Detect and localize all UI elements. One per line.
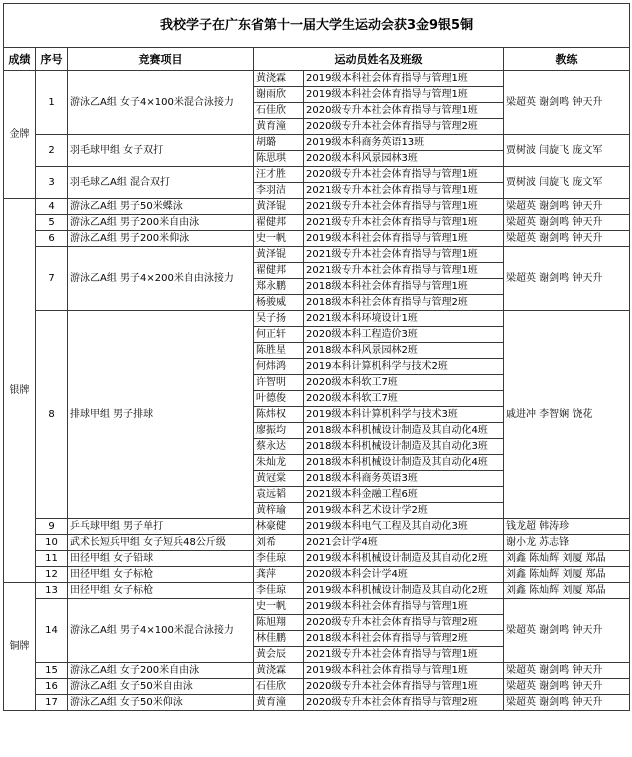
table-row <box>4 567 630 583</box>
event-name-cell: 排球甲组 男子排球 <box>68 311 254 519</box>
header-athlete: 运动员姓名及班级 <box>254 48 504 71</box>
athlete-name-cell: 黄浇霖 <box>254 71 304 87</box>
athlete-class-cell: 2020级本科工程造价3班 <box>304 327 504 343</box>
event-name-cell: 田径甲组 女子标枪 <box>68 583 254 599</box>
athlete-class-cell: 2019级本科商务英语13班 <box>304 135 504 151</box>
event-no-cell: 10 <box>36 535 68 551</box>
athlete-class-cell: 2020级本科风景园林3班 <box>304 151 504 167</box>
athlete-name-cell: 胡璐 <box>254 135 304 151</box>
athlete-class-cell: 2019级本科机械设计制造及其自动化2班 <box>304 551 504 567</box>
event-no-cell: 14 <box>36 599 68 663</box>
athlete-class-cell: 2018级本科社会体育指导与管理2班 <box>304 295 504 311</box>
event-no-cell: 2 <box>36 135 68 167</box>
header-grade: 成绩 <box>4 48 36 71</box>
athlete-class-cell: 2019级本科电气工程及其自动化3班 <box>304 519 504 535</box>
athlete-name-cell: 李佳琼 <box>254 551 304 567</box>
coach-cell: 梁超英 谢剑鸣 钟天升 <box>504 199 630 215</box>
athlete-class-cell: 2021级专升本社会体育指导与管理1班 <box>304 247 504 263</box>
event-name-cell: 游泳乙A组 男子4×200米自由泳接力 <box>68 247 254 311</box>
athlete-name-cell: 黄冠棠 <box>254 471 304 487</box>
athlete-class-cell: 2018级本科社会体育指导与管理1班 <box>304 279 504 295</box>
athlete-class-cell: 2019级本科社会体育指导与管理1班 <box>304 71 504 87</box>
event-name-cell: 游泳乙A组 男子4×100米混合泳接力 <box>68 599 254 663</box>
athlete-class-cell: 2021级本科环境设计1班 <box>304 311 504 327</box>
athlete-name-cell: 黄泽锟 <box>254 247 304 263</box>
table-row <box>4 583 630 599</box>
coach-cell: 钱龙超 韩涛珍 <box>504 519 630 535</box>
table-row <box>4 71 630 87</box>
coach-cell: 贾树波 闫旋飞 庞文军 <box>504 135 630 167</box>
table-row <box>4 519 630 535</box>
athlete-class-cell: 2020级本科会计学4班 <box>304 567 504 583</box>
event-no-cell: 7 <box>36 247 68 311</box>
event-no-cell: 3 <box>36 167 68 199</box>
athlete-name-cell: 何正轩 <box>254 327 304 343</box>
athlete-name-cell: 石佳欣 <box>254 679 304 695</box>
athlete-name-cell: 朱灿龙 <box>254 455 304 471</box>
grade-cell: 铜牌 <box>4 583 36 711</box>
table-title: 我校学子在广东省第十一届大学生运动会获3金9银5铜 <box>4 4 630 48</box>
event-name-cell: 游泳乙A组 女子200米自由泳 <box>68 663 254 679</box>
athlete-class-cell: 2020级专升本社会体育指导与管理2班 <box>304 615 504 631</box>
table-row <box>4 199 630 215</box>
athlete-name-cell: 蔡永达 <box>254 439 304 455</box>
athlete-class-cell: 2020级专升本社会体育指导与管理1班 <box>304 167 504 183</box>
coach-cell: 梁超英 谢剑鸣 钟天升 <box>504 71 630 135</box>
athlete-name-cell: 刘希 <box>254 535 304 551</box>
table-row <box>4 695 630 711</box>
table-row <box>4 551 630 567</box>
athlete-name-cell: 史一帆 <box>254 599 304 615</box>
event-name-cell: 游泳乙A组 女子4×100米混合泳接力 <box>68 71 254 135</box>
athlete-name-cell: 廖振均 <box>254 423 304 439</box>
header-event: 竞赛项目 <box>68 48 254 71</box>
event-no-cell: 8 <box>36 311 68 519</box>
event-name-cell: 游泳乙A组 男子200米仰泳 <box>68 231 254 247</box>
athlete-class-cell: 2019级本科社会体育指导与管理1班 <box>304 663 504 679</box>
event-name-cell: 田径甲组 女子铅球 <box>68 551 254 567</box>
header-coach: 教练 <box>504 48 630 71</box>
coach-cell: 梁超英 谢剑鸣 钟天升 <box>504 663 630 679</box>
athlete-class-cell: 2021级本科金融工程6班 <box>304 487 504 503</box>
athlete-name-cell: 汪才胜 <box>254 167 304 183</box>
grade-cell: 金牌 <box>4 71 36 199</box>
athlete-name-cell: 李佳琼 <box>254 583 304 599</box>
event-no-cell: 12 <box>36 567 68 583</box>
athlete-name-cell: 陈思琪 <box>254 151 304 167</box>
athlete-name-cell: 翟健邦 <box>254 215 304 231</box>
athlete-name-cell: 石佳欣 <box>254 103 304 119</box>
event-name-cell: 武术长短兵甲组 女子短兵48公斤级 <box>68 535 254 551</box>
athlete-name-cell: 袁远韬 <box>254 487 304 503</box>
athlete-class-cell: 2020级专升本社会体育指导与管理1班 <box>304 103 504 119</box>
table-row <box>4 247 630 263</box>
coach-cell: 刘鑫 陈灿辉 刘厦 郑晶 <box>504 567 630 583</box>
event-name-cell: 羽毛球乙A组 混合双打 <box>68 167 254 199</box>
grade-cell: 银牌 <box>4 199 36 583</box>
coach-cell: 梁超英 谢剑鸣 钟天升 <box>504 599 630 663</box>
athlete-class-cell: 2020级专升本社会体育指导与管理2班 <box>304 119 504 135</box>
athlete-name-cell: 翟健邦 <box>254 263 304 279</box>
athlete-name-cell: 杨骏威 <box>254 295 304 311</box>
event-no-cell: 4 <box>36 199 68 215</box>
athlete-class-cell: 2019级本科社会体育指导与管理1班 <box>304 599 504 615</box>
event-name-cell: 游泳乙A组 女子50米自由泳 <box>68 679 254 695</box>
table-row <box>4 535 630 551</box>
coach-cell: 梁超英 谢剑鸣 钟天升 <box>504 679 630 695</box>
coach-cell: 刘鑫 陈灿辉 刘厦 郑晶 <box>504 583 630 599</box>
athlete-class-cell: 2018级本科风景园林2班 <box>304 343 504 359</box>
athlete-class-cell: 2019级本科社会体育指导与管理1班 <box>304 87 504 103</box>
athlete-class-cell: 2018级本科机械设计制造及其自动化4班 <box>304 455 504 471</box>
athlete-class-cell: 2021会计学4班 <box>304 535 504 551</box>
athlete-class-cell: 2019级本科计算机科学与技术3班 <box>304 407 504 423</box>
athlete-name-cell: 黄泽锟 <box>254 199 304 215</box>
event-no-cell: 5 <box>36 215 68 231</box>
table-body <box>4 71 630 711</box>
athlete-name-cell: 李羽洁 <box>254 183 304 199</box>
medal-results-sheet <box>3 3 629 711</box>
athlete-class-cell: 2019级本科机械设计制造及其自动化2班 <box>304 583 504 599</box>
athlete-class-cell: 2018级本科机械设计制造及其自动化3班 <box>304 439 504 455</box>
athlete-class-cell: 2020级专升本社会体育指导与管理2班 <box>304 695 504 711</box>
header-row <box>4 48 630 71</box>
table-row <box>4 135 630 151</box>
coach-cell: 梁超英 谢剑鸣 钟天升 <box>504 247 630 311</box>
event-no-cell: 16 <box>36 679 68 695</box>
event-no-cell: 1 <box>36 71 68 135</box>
coach-cell: 梁超英 谢剑鸣 钟天升 <box>504 231 630 247</box>
athlete-class-cell: 2021级专升本社会体育指导与管理1班 <box>304 183 504 199</box>
athlete-name-cell: 谢雨欣 <box>254 87 304 103</box>
athlete-class-cell: 2021级专升本社会体育指导与管理1班 <box>304 647 504 663</box>
event-no-cell: 13 <box>36 583 68 599</box>
athlete-name-cell: 陈胜星 <box>254 343 304 359</box>
event-name-cell: 游泳乙A组 男子50米蝶泳 <box>68 199 254 215</box>
event-no-cell: 9 <box>36 519 68 535</box>
table-row <box>4 167 630 183</box>
event-name-cell: 羽毛球甲组 女子双打 <box>68 135 254 167</box>
table-row <box>4 663 630 679</box>
athlete-name-cell: 郑永鹏 <box>254 279 304 295</box>
event-no-cell: 6 <box>36 231 68 247</box>
table-row <box>4 311 630 327</box>
coach-cell: 谢小龙 苏志锋 <box>504 535 630 551</box>
event-no-cell: 11 <box>36 551 68 567</box>
table-row <box>4 215 630 231</box>
event-name-cell: 游泳乙A组 女子50米仰泳 <box>68 695 254 711</box>
athlete-name-cell: 叶德俊 <box>254 391 304 407</box>
coach-cell: 梁超英 谢剑鸣 钟天升 <box>504 215 630 231</box>
athlete-class-cell: 2019级本科社会体育指导与管理1班 <box>304 231 504 247</box>
athlete-class-cell: 2021级专升本社会体育指导与管理1班 <box>304 263 504 279</box>
coach-cell: 梁超英 谢剑鸣 钟天升 <box>504 695 630 711</box>
event-name-cell: 田径甲组 女子标枪 <box>68 567 254 583</box>
athlete-name-cell: 黄育潼 <box>254 119 304 135</box>
athlete-name-cell: 史一帆 <box>254 231 304 247</box>
athlete-name-cell: 林豪健 <box>254 519 304 535</box>
athlete-class-cell: 2020级本科软工7班 <box>304 391 504 407</box>
athlete-name-cell: 陈炜权 <box>254 407 304 423</box>
table-row <box>4 599 630 615</box>
coach-cell: 刘鑫 陈灿辉 刘厦 郑晶 <box>504 551 630 567</box>
athlete-name-cell: 何炜鸿 <box>254 359 304 375</box>
medal-table <box>3 3 630 711</box>
athlete-name-cell: 黄会辰 <box>254 647 304 663</box>
athlete-name-cell: 黄育潼 <box>254 695 304 711</box>
table-row <box>4 679 630 695</box>
athlete-class-cell: 2018级本科商务英语3班 <box>304 471 504 487</box>
athlete-class-cell: 2021级专升本社会体育指导与管理1班 <box>304 199 504 215</box>
athlete-class-cell: 2019级本科艺术设计学2班 <box>304 503 504 519</box>
athlete-name-cell: 许智明 <box>254 375 304 391</box>
athlete-class-cell: 2019本科计算机科学与技术2班 <box>304 359 504 375</box>
athlete-class-cell: 2018级本科社会体育指导与管理2班 <box>304 631 504 647</box>
event-no-cell: 17 <box>36 695 68 711</box>
athlete-class-cell: 2020级本科软工7班 <box>304 375 504 391</box>
athlete-name-cell: 黄梓瑜 <box>254 503 304 519</box>
event-no-cell: 15 <box>36 663 68 679</box>
athlete-name-cell: 林佳鹏 <box>254 631 304 647</box>
athlete-class-cell: 2018级本科机械设计制造及其自动化4班 <box>304 423 504 439</box>
table-row <box>4 231 630 247</box>
athlete-name-cell: 陈旭翔 <box>254 615 304 631</box>
athlete-name-cell: 龚萍 <box>254 567 304 583</box>
header-no: 序号 <box>36 48 68 71</box>
coach-cell: 戚进冲 李智娴 饶花 <box>504 311 630 519</box>
athlete-name-cell: 吴子扬 <box>254 311 304 327</box>
event-name-cell: 游泳乙A组 男子200米自由泳 <box>68 215 254 231</box>
athlete-class-cell: 2021级专升本社会体育指导与管理1班 <box>304 215 504 231</box>
event-name-cell: 乒乓球甲组 男子单打 <box>68 519 254 535</box>
athlete-class-cell: 2020级专升本社会体育指导与管理1班 <box>304 679 504 695</box>
athlete-name-cell: 黄浇霖 <box>254 663 304 679</box>
coach-cell: 贾树波 闫旋飞 庞文军 <box>504 167 630 199</box>
